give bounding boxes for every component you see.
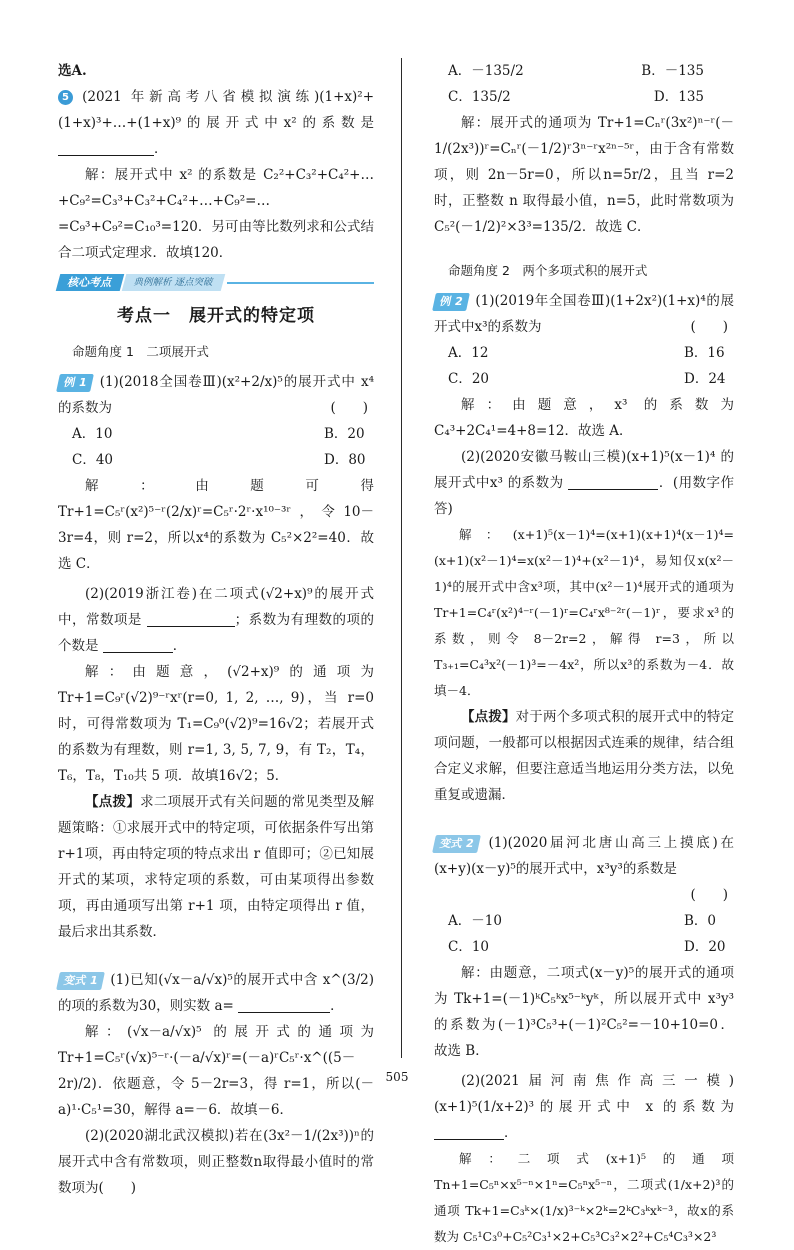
example-2-tag: 例 2 <box>432 293 470 311</box>
answer-blank <box>568 475 658 490</box>
option-b[interactable]: B．－135 <box>641 63 704 79</box>
example-1-options-row-2 <box>58 447 374 473</box>
example-2b-question <box>434 444 734 522</box>
variant-2-text: (1)(2020届河北唐山高三上摸底)在(x+y)(x－y)⁵的展开式中，x³y³的系数是 <box>434 835 735 877</box>
example-2b-text: (2)(2020安徽马鞍山三模)(x+1)⁵(x－1)⁴ 的展开式中x³ 的系数为 <box>434 449 734 491</box>
variant-2-solution: 解：由题意，二项式(x－y)⁵的展开式的通项为 Tk+1=(－1)ᵏC₅ᵏx⁵⁻ᵏyᵏ，所以展开式中 x³y³的系数为(－1)³C₅³+(－1)²C₅²=－10+10=0．故选 B． <box>434 965 734 1059</box>
option-d[interactable]: D．80 <box>324 452 366 468</box>
example-2-options-row-1 <box>434 340 734 366</box>
question-5-text: (2021 年新高考八省模拟演练)(1+x)²+(1+x)³+…+(1+x)⁹的展开式中x²的系数是 <box>58 89 374 131</box>
example-1-text: (1)(2018全国卷Ⅲ)(x²+2/x)⁵的展开式中 x⁴ 的系数为 <box>58 374 374 416</box>
question-number-badge: 5 <box>58 90 73 105</box>
answer-line: 选A. <box>58 63 87 79</box>
example-2b-text-2: ．(用数字作答) <box>434 475 734 517</box>
option-d[interactable]: D．24 <box>684 371 726 387</box>
question-5-solution: 解：展开式中 x² 的系数是 C₂²+C₃²+C₄²+…+C₉²=C₃³+C₃²+C₄²+…+C₉²=…=C₉³+C₉²=C₁₀³=120．另可由等比数列求和公式结合二项式定理求．故填120． <box>58 167 374 261</box>
variant-2-paren-row <box>434 882 734 908</box>
example-2-paren: ( ) <box>690 319 728 335</box>
example-1-tag: 例 1 <box>56 374 94 392</box>
example-1b-text: (2)(2019浙江卷)在二项式(√2+x)⁹的展开式中，常数项是 <box>58 586 374 628</box>
variant-2-paren: ( ) <box>690 887 728 903</box>
variant-1-tag: 变式 1 <box>56 972 105 990</box>
option-b[interactable]: B．16 <box>684 345 725 361</box>
tip-label: 【点拨】 <box>85 794 141 810</box>
variant-2-question <box>434 830 734 882</box>
variant-1-solution: 解：(√x－a/√x)⁵ 的展开式的通项为 Tr+1=C₅ʳ(√x)⁵⁻ʳ·(－a/√x)ʳ=(－a)ʳC₅ʳ·x^((5－2r)/2)．依题意，令 5－2r=3，得 r=1，所以(－a)¹·C₅¹=30，解得 a=－6．故填－6． <box>58 1024 374 1118</box>
variant-2b-text: (2)(2021届河南焦作高三一模)(x+1)⁵(1/x+2)³的展开式中 x 的系数为 <box>434 1073 734 1115</box>
option-c[interactable]: C．40 <box>72 452 114 468</box>
option-d[interactable]: D．20 <box>684 939 726 955</box>
example-1-paren: ( ) <box>330 400 368 416</box>
example-1b-solution: 解：由题意，(√2+x)⁹的通项为 Tr+1=C₉ʳ(√2)⁹⁻ʳxʳ(r=0, 1, 2, …, 9)，当 r=0时，可得常数项为 T₁=C₉⁰(√2)⁹=16√2；若展开式的系数为有理数，则 r=1, 3, 5, 7, 9，有 T₂，T₄，T₆，T₈，T₁₀共 5 项．故填16√2；5． <box>58 664 374 784</box>
tip-text: 求二项展开式有关问题的常见类型及解题策略：①求展开式中的特定项，可依据条件写出第 r+1项，再由特定项的特点求出 r 值即可；②已知展开式的某项，求特定项的系数，可由某项得出参数项，再由通项写出第 r+1 项，由特定项得出 r 值，最后求出其系数． <box>58 794 375 940</box>
option-c[interactable]: C．10 <box>448 939 490 955</box>
question-5: 5 (2021 年新高考八省模拟演练)(1+x)²+(1+x)³+…+(1+x)⁹的展开式中x²的系数是 ． <box>58 89 374 157</box>
option-b[interactable]: B．20 <box>324 426 365 442</box>
tip-paragraph-1 <box>58 789 374 945</box>
core-topic-banner <box>58 274 374 291</box>
angle-heading-2: 命题角度 2 两个多项式积的展开式 <box>448 263 648 278</box>
banner-title: 核心考点 <box>56 274 125 291</box>
example-1b-question: (2)(2019浙江卷)在二项式(√2+x)⁹的展开式中，常数项是 ；系数为有理数的项的个数是 ． <box>58 586 375 654</box>
tip-label: 【点拨】 <box>461 709 516 725</box>
page-number: 505 <box>385 1070 409 1084</box>
answer-blank <box>103 638 173 653</box>
example-2-text: (1)(2019年全国卷Ⅲ)(1+2x²)(1+x)⁴的展开式中x³的系数为 <box>434 293 734 335</box>
option-c[interactable]: C．135/2 <box>448 89 511 105</box>
angle-heading-1: 命题角度 1 二项展开式 <box>72 344 209 359</box>
example-2b-solution: 解：(x+1)⁵(x－1)⁴=(x+1)(x+1)⁴(x－1)⁴=(x+1)(x²－1)⁴=x(x²－1)⁴+(x²－1)⁴，易知仅x(x²－1)⁴的展开式中含x³项，其中(x²－1)⁴展开式的通项为 Tr+1=C₄ʳ(x²)⁴⁻ʳ(－1)ʳ=C₄ʳx⁸⁻²ʳ(－1)ʳ，要求x³的系数，则令 8－2r=2，解得 r=3，所以 T₃₊₁=C₄³x²(－1)³=－4x²，所以x³的系数为－4．故填－4． <box>434 527 734 698</box>
example-1-solution: 解：由题可得 Tr+1=C₅ʳ(x²)⁵⁻ʳ(2/x)ʳ=C₅ʳ·2ʳ·x¹⁰⁻³ʳ，令10－3r=4，则 r=2，所以x⁴的系数为 C₅²×2²=40．故选 C． <box>58 478 374 572</box>
banner-subtitle: 典例解析 逐点突破 <box>122 274 226 291</box>
answer-blank <box>434 1125 504 1140</box>
answer-blank <box>147 612 235 627</box>
option-b[interactable]: B．0 <box>684 913 717 929</box>
example-2-options-row-2 <box>434 366 734 392</box>
example-1-options-row-1 <box>58 421 374 447</box>
option-d[interactable]: D．135 <box>653 89 704 105</box>
option-a[interactable]: A．12 <box>448 345 489 361</box>
option-c[interactable]: C．20 <box>448 371 490 387</box>
tip-text: 对于两个多项式积的展开式中的特定项问题，一般都可以根据因式连乘的规律，结合组合定义求解，但要注意适当地运用分类方法，以免重复或遗漏． <box>434 709 735 803</box>
option-a[interactable]: A．－10 <box>448 913 502 929</box>
variant-2-options-row-2 <box>434 934 734 960</box>
variant-1b-solution: 解：展开式的通项为 Tr+1=Cₙʳ(3x²)ⁿ⁻ʳ(－1/(2x³))ʳ=Cₙʳ(－1/2)ʳ3ⁿ⁻ʳx²ⁿ⁻⁵ʳ，由于含有常数项，则 2n－5r=0，所以n=5r/2，且当 r=2 时，正整数 n 取得最小值，n=5，此时常数项为 C₅²(－1/2)²×3³=135/2．故选 C． <box>434 115 734 235</box>
variant-2b-question: (2)(2021届河南焦作高三一模)(x+1)⁵(1/x+2)³的展开式中 x 的系数为 ． <box>434 1073 734 1141</box>
answer-blank <box>238 998 330 1013</box>
variant-2b-solution: 解：二项式(x+1)⁵的通项 Tn+1=C₅ⁿ×x⁵⁻ⁿ×1ⁿ=C₅ⁿx⁵⁻ⁿ，二项式(1/x+2)³的通项 Tk+1=C₃ᵏ×(1/x)³⁻ᵏ×2ᵏ=2ᵏC₃ᵏxᵏ⁻³，故x的系数为 C₅¹C₃⁰+C₅²C₃¹×2+C₅³C₃²×2²+C₅⁴C₃³×2³ <box>434 1151 734 1244</box>
left-column <box>58 58 374 1201</box>
option-a[interactable]: A．－135/2 <box>448 63 524 79</box>
tip-paragraph-2 <box>434 704 734 808</box>
example-2-solution: 解：由题意，x³ 的系数为 C₄³+2C₄¹=4+8=12．故选 A． <box>434 397 734 439</box>
option-a[interactable]: A．10 <box>72 426 113 442</box>
variant-1-text: (1)已知(√x－a/√x)⁵的展开式中含 x^(3/2) 的项的系数为30，则实数 a= <box>58 972 374 1014</box>
variant-2-options-row-1 <box>434 908 734 934</box>
variant-1-question: 变式 1 (1)已知(√x－a/√x)⁵的展开式中含 x^(3/2) 的项的系数为30，则实数 a= ． <box>58 972 374 1014</box>
variant-1b-options-row-1 <box>434 58 734 84</box>
example-1b-text-2: ；系数为有理数的项的个数是 <box>58 612 375 654</box>
variant-2-tag: 变式 2 <box>432 835 481 853</box>
banner-rule <box>227 282 374 284</box>
answer-blank <box>58 141 154 156</box>
column-divider <box>401 58 402 1058</box>
variant-1b-options-row-2 <box>434 84 734 110</box>
section-heading: 考点一 展开式的特定项 <box>117 306 315 326</box>
variant-1b-question: (2)(2020湖北武汉模拟)若在(3x²－1/(2x³))ⁿ的展开式中含有常数项，则正整数n取得最小值时的常数项为( ) <box>58 1128 374 1196</box>
